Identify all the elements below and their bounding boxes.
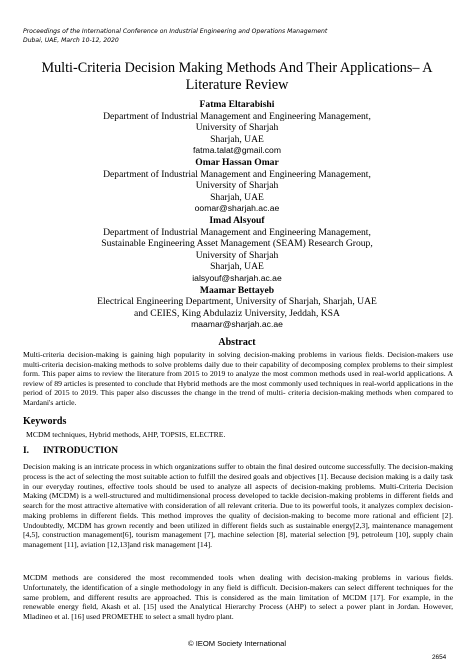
section-number: I. bbox=[23, 446, 29, 456]
proceedings-header bbox=[23, 27, 327, 45]
abstract-line: Multi-criteria decision-making is gaining high popularity in solving decision-making problems in various fields. Decision-makers bbox=[23, 350, 440, 359]
abstract-line: use multi-criteria decision-making methods to solve problems daily due to their capability of decomposing complex problems to bbox=[23, 350, 453, 369]
abstract-line: techniques in real-world applications in the period of 2015 to 2019. This paper also discusses the change in the trend of multi- bbox=[23, 378, 454, 398]
title-line-1: Multi-Criteria Decision Making Methods And Their Applications– A bbox=[41, 60, 433, 76]
paper-title bbox=[20, 60, 454, 94]
page-number: 2654 bbox=[432, 654, 447, 661]
body-line: in the renewable energy field, Akash et al. [15] used the Analytical Hierarchy Process (AHP) to select a power plant in Jordan. bbox=[23, 592, 454, 612]
section-title: INTRODUCTION bbox=[43, 446, 119, 456]
body-line: problems. Multi-Criteria Decision Making (MCDM) is a well-structured and multidimensional process developed to tackle bbox=[23, 481, 454, 501]
author-affiliation: University of Sharjah bbox=[195, 249, 279, 261]
author-affiliation: Department of Industrial Management and Engineering Management, bbox=[103, 226, 371, 238]
author-affiliation: University of Sharjah bbox=[195, 180, 279, 192]
title-line-2: Literature Review bbox=[185, 77, 289, 93]
keywords-text: MCDM techniques, Hybrid methods, AHP, TOPSIS, ELECTRE. bbox=[26, 430, 226, 439]
author-affiliation: Sharjah, UAE bbox=[210, 191, 264, 203]
body-line: Decision making is an intricate process in which organizations suffer to obtain the final desired outcome successfully. The bbox=[23, 462, 400, 471]
author-affiliation: Electrical Engineering Department, University of Sharjah, Sharjah, UAE bbox=[97, 296, 377, 308]
author-affiliation: and CEIES, King Abdulaziz University, Jeddah, KSA bbox=[134, 307, 340, 319]
author-email[interactable]: oomar@sharjah.ac.ae bbox=[194, 203, 280, 214]
body-line: MCDM methods are considered the most recommended tools when dealing with decision-making problems in various fields. bbox=[23, 573, 453, 582]
intro-paragraph-1 bbox=[23, 462, 453, 550]
body-line: criteria. Due to its powerful tools, it analyzes complex decision-making problems in different fields. This method improves the bbox=[23, 501, 454, 520]
author-affiliation: Sharjah, UAE bbox=[210, 261, 264, 273]
copyright-footer: © IEOM Society International bbox=[187, 639, 287, 648]
abstract-heading: Abstract bbox=[218, 337, 256, 348]
proceedings-line-1: Proceedings of the International Conference on Industrial Engineering and Operations Management bbox=[23, 28, 328, 35]
body-line: decision making is a daily task in our everyday routines, effective tools should be used to analyze all aspects of decision-making bbox=[23, 471, 454, 491]
abstract-line: criteria decision-making methods when compared to Mardani's article. bbox=[23, 388, 454, 407]
author-name: Maamar Bettayeb bbox=[199, 284, 275, 296]
author-affiliation: Department of Industrial Management and Engineering Management, bbox=[103, 110, 371, 122]
body-line: decision-making process is the act of selecting the most suitable action to fulfill the desired goals and objectives [1]. Because bbox=[23, 462, 454, 481]
abstract-text bbox=[23, 350, 453, 408]
author-name: Omar Hassan Omar bbox=[195, 156, 279, 168]
author-name: Fatma Eltarabishi bbox=[199, 99, 275, 110]
author-email[interactable]: ialsyouf@sharjah.ac.ae bbox=[192, 272, 282, 283]
body-line: decision-making problems in different fields and search for the most attractive alternative with consideration of all relevant bbox=[23, 491, 454, 510]
author-email[interactable]: maamar@sharjah.ac.ae bbox=[191, 319, 283, 330]
body-line: management [7], machine selection [8], material selection [9], petroleum [10], supply chain management [11], aviation bbox=[23, 530, 454, 549]
author-block bbox=[20, 99, 454, 331]
body-line: Unfortunately, the identification of a single methodology in any field is difficult. Decision-makers can select different techniques bbox=[23, 582, 430, 592]
proceedings-line-2: Dubai, UAE, March 10-12, 2020 bbox=[23, 37, 119, 44]
section-heading-introduction bbox=[23, 446, 118, 456]
author-affiliation: Sharjah, UAE bbox=[210, 133, 264, 145]
author-name: Imad Alsyouf bbox=[209, 214, 265, 226]
author-affiliation: Sustainable Engineering Asset Management (SEAM) Research Group, bbox=[101, 238, 373, 250]
body-line: in different fields such as sustainable energy[2,3], maintenance management [4,5], construction management[6], tourism bbox=[23, 520, 453, 540]
body-line: for the same problem, and different results are approached. This is considered as the main limitation of MCDM [17]. For example, bbox=[23, 582, 454, 602]
body-line: quality of decision-making to become more rational and efficient [2]. Undoubtedly, MCDM has grown recently and been utilized bbox=[23, 510, 453, 530]
abstract-line: real-world applications. A review of 89 articles is presented to conclude that Hybrid methods are the most commonly used bbox=[23, 369, 454, 388]
author-affiliation: University of Sharjah bbox=[195, 122, 279, 134]
abstract-line: their simplest form. This paper aims to review the literature from 2015 to 2019 to analyze the most common methods used in bbox=[23, 359, 454, 379]
intro-paragraph-2 bbox=[23, 573, 453, 622]
body-line: [12,13]and risk management [14]. bbox=[107, 540, 213, 549]
author-email[interactable]: fatma.talat@gmail.com bbox=[192, 145, 281, 156]
author-affiliation: Department of Industrial Management and Engineering Management, bbox=[103, 168, 371, 180]
keywords-heading: Keywords bbox=[23, 416, 67, 427]
body-line: However, Mladineo et al. [16] used PROMETHE to select a small hydro plant. bbox=[23, 602, 454, 621]
